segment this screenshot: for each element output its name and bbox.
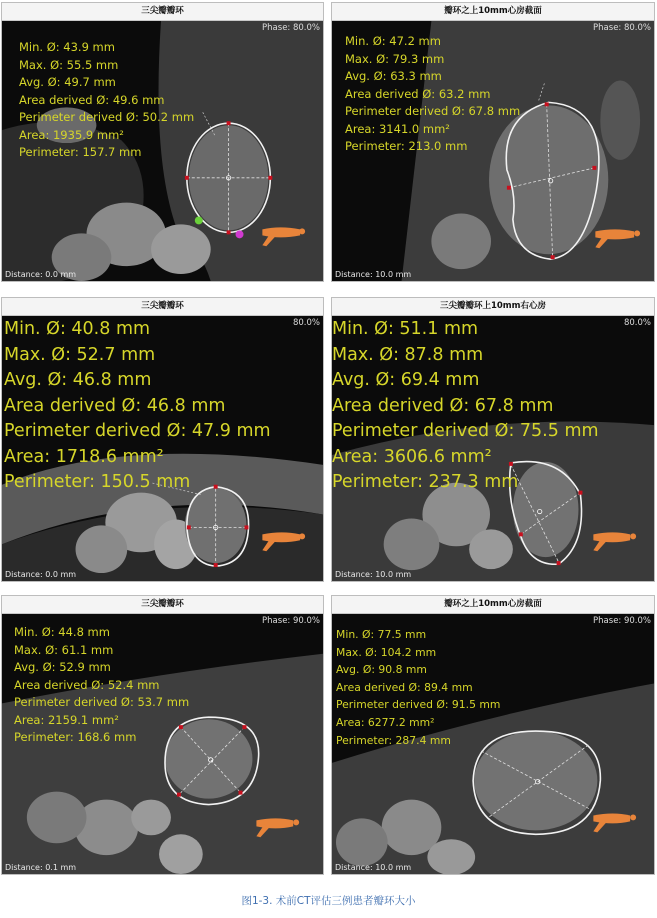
area: Area: 6277.2 mm² xyxy=(336,715,435,729)
avg-diameter: Avg. Ø: 46.8 mm xyxy=(4,370,152,390)
measurement-block xyxy=(4,317,271,496)
distance-label: Distance: 10.0 mm xyxy=(335,270,412,279)
ct-panel-1 xyxy=(1,2,324,282)
perimeter-derived-diameter: Perimeter derived Ø: 53.7 mm xyxy=(14,695,190,709)
min-diameter: Min. Ø: 77.5 mm xyxy=(336,628,427,641)
max-diameter: Max. Ø: 61.1 mm xyxy=(14,642,114,657)
area-derived-diameter: Area derived Ø: 49.6 mm xyxy=(19,92,165,107)
distance-label: Distance: 0.0 mm xyxy=(5,270,77,279)
phase-label: 80.0% xyxy=(623,318,651,328)
avg-diameter: Avg. Ø: 52.9 mm xyxy=(14,660,111,674)
ct-panel-2 xyxy=(331,2,655,282)
ct-panel-4 xyxy=(331,297,655,582)
phase-label: Phase: 90.0% xyxy=(262,616,320,626)
ct-image xyxy=(332,21,654,281)
ct-panel-6 xyxy=(331,595,655,875)
panel-title: 三尖瓣瓣环 xyxy=(2,3,323,21)
ct-panel-5 xyxy=(1,595,324,875)
max-diameter: Max. Ø: 104.2 mm xyxy=(336,645,437,659)
ct-image xyxy=(2,21,323,281)
perimeter-derived-diameter: Perimeter derived Ø: 67.8 mm xyxy=(345,104,521,118)
distance-label: Distance: 0.0 mm xyxy=(5,570,77,579)
area: Area: 2159.1 mm² xyxy=(14,712,119,727)
ct-image xyxy=(2,316,323,581)
perimeter: Perimeter: 213.0 mm xyxy=(345,139,468,153)
min-diameter: Min. Ø: 43.9 mm xyxy=(19,40,115,54)
area: Area: 3141.0 mm² xyxy=(345,121,450,136)
area-derived-diameter: Area derived Ø: 52.4 mm xyxy=(14,677,160,692)
avg-diameter: Avg. Ø: 69.4 mm xyxy=(332,370,480,390)
perimeter-derived-diameter: Perimeter derived Ø: 50.2 mm xyxy=(19,110,195,124)
measurement-block xyxy=(19,39,194,162)
area-derived-diameter: Area derived Ø: 63.2 mm xyxy=(345,86,491,101)
perimeter-derived-diameter: Perimeter derived Ø: 91.5 mm xyxy=(336,698,501,712)
area: Area: 1718.6 mm² xyxy=(4,446,164,467)
measurement-block xyxy=(336,626,500,749)
distance-label: Distance: 10.0 mm xyxy=(335,570,412,579)
perimeter: Perimeter: 287.4 mm xyxy=(336,733,451,747)
max-diameter: Max. Ø: 52.7 mm xyxy=(4,344,156,365)
area-derived-diameter: Area derived Ø: 46.8 mm xyxy=(4,395,226,416)
phase-label: Phase: 90.0% xyxy=(593,616,651,626)
panel-title: 三尖瓣瓣环 xyxy=(2,596,323,614)
min-diameter: Min. Ø: 51.1 mm xyxy=(332,319,479,339)
distance-label: Distance: 10.0 mm xyxy=(335,863,412,872)
area-derived-diameter: Area derived Ø: 89.4 mm xyxy=(336,680,473,694)
ct-image xyxy=(332,316,654,581)
phase-label: Phase: 80.0% xyxy=(593,23,651,33)
area: Area: 3606.6 mm² xyxy=(332,446,492,467)
min-diameter: Min. Ø: 40.8 mm xyxy=(4,319,151,339)
perimeter: Perimeter: 150.5 mm xyxy=(4,472,191,492)
perimeter-derived-diameter: Perimeter derived Ø: 75.5 mm xyxy=(332,421,599,441)
perimeter: Perimeter: 237.3 mm xyxy=(332,472,519,492)
measurement-block xyxy=(345,33,520,156)
ct-panel-3 xyxy=(1,297,324,582)
ct-image xyxy=(332,614,654,874)
ct-image xyxy=(2,614,323,874)
panel-title: 三尖瓣瓣环 xyxy=(2,298,323,316)
perimeter: Perimeter: 157.7 mm xyxy=(19,145,142,159)
area: Area: 1935.9 mm² xyxy=(19,127,124,142)
perimeter-derived-diameter: Perimeter derived Ø: 47.9 mm xyxy=(4,421,271,441)
max-diameter: Max. Ø: 87.8 mm xyxy=(332,344,484,365)
phase-label: Phase: 80.0% xyxy=(262,23,320,33)
phase-label: 80.0% xyxy=(292,318,320,328)
perimeter: Perimeter: 168.6 mm xyxy=(14,730,137,744)
avg-diameter: Avg. Ø: 90.8 mm xyxy=(336,663,427,677)
max-diameter: Max. Ø: 79.3 mm xyxy=(345,51,445,66)
distance-label: Distance: 0.1 mm xyxy=(5,863,77,872)
min-diameter: Min. Ø: 44.8 mm xyxy=(14,625,110,639)
panel-title: 瓣环之上10mm心房截面 xyxy=(332,3,654,21)
measurement-block xyxy=(332,317,599,496)
panel-title: 三尖瓣瓣环上10mm右心房 xyxy=(332,298,654,316)
min-diameter: Min. Ø: 47.2 mm xyxy=(345,34,441,48)
measurement-block xyxy=(14,624,189,747)
area-derived-diameter: Area derived Ø: 67.8 mm xyxy=(332,395,554,416)
avg-diameter: Avg. Ø: 63.3 mm xyxy=(345,69,442,83)
max-diameter: Max. Ø: 55.5 mm xyxy=(19,57,119,72)
avg-diameter: Avg. Ø: 49.7 mm xyxy=(19,75,116,89)
panel-title: 瓣环之上10mm心房截面 xyxy=(332,596,654,614)
figure-caption: 图1-3. 术前CT评估三例患者瓣环大小 xyxy=(241,895,416,907)
